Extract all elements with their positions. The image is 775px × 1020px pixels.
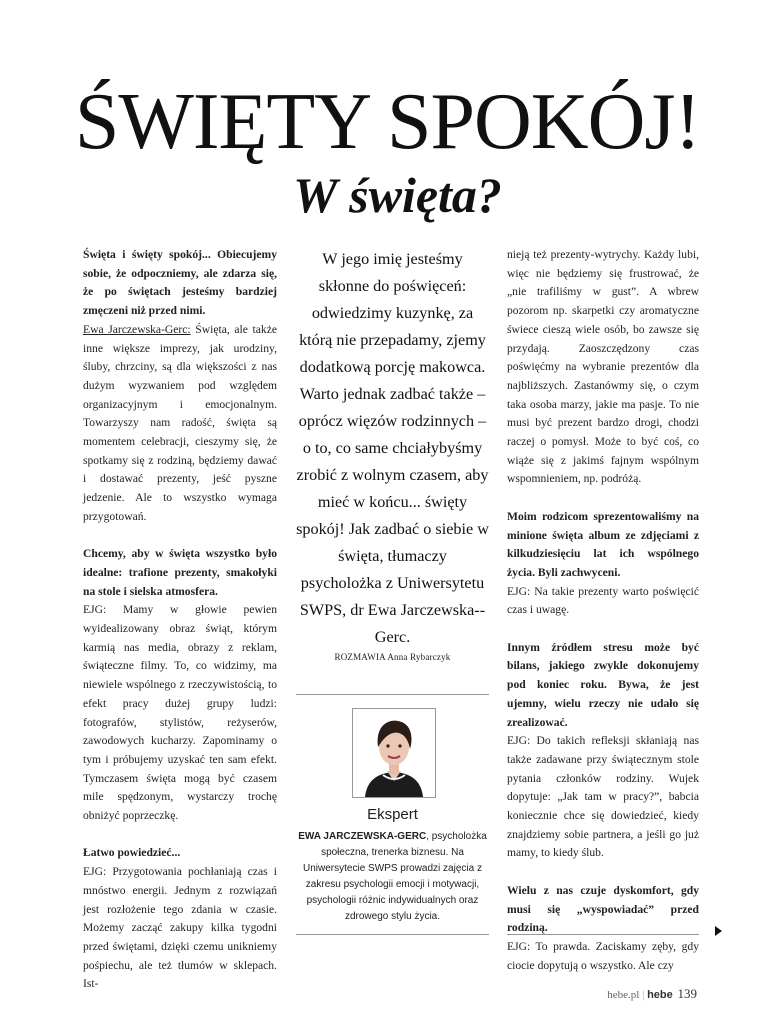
speaker-name: Ewa Jarczewska-Gerc: [83, 322, 191, 336]
answer-paragraph: nieją też prezenty-wytrychy. Każdy lubi, więc nie będziemy się frustrować, że „nie trafiliśmy w gust”. A wbrew pozorom np. skarpetki czy aromatyczne świece cieszą wiele osób, bo zawsze się przydają. Zaoszczędzony czas poświęćmy na wybranie prezentów dla najbliższych. Zastanówmy się, o czym taka osoba marzy, jakie ma pasje. To nie musi być prezent bardzo drogi, chodzi raczej o pomysł. Może to być coś, co wiąże się z jakimś fajnym wspólnym wspomnieniem, np. podróżą. [507, 248, 699, 486]
answer-paragraph: EJG: Na takie prezenty warto poświęcić czas i uwagę. [507, 584, 699, 617]
expert-portrait-icon [353, 709, 435, 797]
answer-paragraph: EJG: Do takich refleksji skłaniają nas także zadawane przy świątecznym stole pytania członków rodziny. Wujek dopytuje: „Jak tam w pracy?”, babcia koniecznie chce się dowiedzieć, kiedy znajdziemy sobie partnera, a jeśli go już mamy, to kiedy ślub. [507, 734, 699, 860]
question-paragraph: Innym źródłem stresu może być bilans, jakiego zwykle dokonujemy pod koniec roku. Bywa, że jest ujemny, wielu rzeczy nie udało się zrealizować. [507, 640, 699, 729]
question-paragraph: Chcemy, aby w święta wszystko było idealne: trafione prezenty, smakołyki na stole i sielska atmosfera. [83, 547, 277, 598]
interviewer-credit: ROZMAWIA Anna Rybarczyk [334, 652, 451, 662]
expert-heading: Ekspert [367, 806, 418, 823]
page-number: 139 [677, 986, 697, 1001]
answer-paragraph: EJG: To prawda. Zaciskamy zęby, gdy ciocie dopytują o wszystko. Ale czy [507, 939, 699, 972]
answer-paragraph: EJG: Przygotowania pochłaniają czas i mnóstwo energii. Jednym z rozwiązań jest rozłożenie tego zdania w czasie. Możemy zacząć zakupy kilka tygodni przed świętami, dzięki czemu unikniemy pośpiechu, ale też tłumów w sklepach. Ist- [83, 865, 277, 991]
right-column [507, 246, 699, 975]
article-subtitle: W święta? [293, 167, 502, 223]
answer-paragraph: EJG: Mamy w głowie pewien wyidealizowany obraz świąt, którym karmią nas media, obrazy z reklam, świąteczne filmy. To, co widzimy, ma niewiele wspólnego z rzeczywistością, to efekt pracy dużej grupy ludzi: fotografów, stylistów, reżyserów, zawodowych kucharzy. Zapominamy o tym i próbujemy uzyskać ten sam efekt. Tymczasem święta mogą być czasem mile spędzonym, wystarczy trochę obniżyć poprzeczkę. [83, 603, 277, 823]
article-title: ŚWIĘTY SPOKÓJ! [74, 78, 701, 166]
divider [507, 934, 699, 935]
left-column [83, 246, 277, 994]
brand-logo: hebe [647, 989, 673, 1001]
expert-name: EWA JARCZEWSKA-GERC [298, 831, 427, 842]
expert-photo [352, 708, 436, 798]
expert-bio: EWA JARCZEWSKA-GERC, psycholożka społeczna, trenerka biznesu. Na Uniwersytecie SWPS prowadzi zajęcia z zakresu psychologii emocji i motywacji, psychologii różnic indywidualnych oraz zdrowego stylu życia. [298, 831, 487, 922]
question-paragraph: Łatwo powiedzieć... [83, 846, 181, 860]
page-footer: hebe.pl | hebe 139 [607, 986, 697, 1001]
continue-arrow-icon [715, 926, 722, 936]
pull-quote: W jego imię jesteśmy skłonne do poświęceń: odwiedzimy kuzynkę, za którą nie przepadamy, zjemy dodatkową porcję makowca. Warto jednak zadbać także – oprócz więzów rodzinnych – o to, co same chciałybyśmy zrobić z wolnym czasem, aby mieć w końcu... święty spokój! Jak zadbać o siebie w święta, tłumaczy psycholożka z Uniwersytetu SWPS, dr Ewa Jarczewska--Gerc. [296, 250, 489, 646]
site-url: hebe.pl [607, 989, 640, 1001]
question-paragraph: Moim rodzicom sprezentowaliśmy na minione święta album ze zdjęciami z kilkudziesięciu lat ich wspólnego życia. Byli zachwyceni. [507, 509, 699, 579]
answer-paragraph: Ewa Jarczewska-Gerc: Święta, ale także inne większe imprezy, jak urodziny, śluby, chrzciny, są dla większości z nas dużym wyzwaniem pod względem organizacyjnym i emocjonalnym. Towarzyszy nam radość, święta są momentem celebracji, cieszymy się, że spotkamy się z rodziną, będziemy dawać i dostawać prezenty, jeść pyszne jedzenie. Ale to wszystko wymaga przygotowań. [83, 322, 277, 523]
divider [296, 934, 489, 935]
question-paragraph: Wielu z nas czuje dyskomfort, gdy musi się „wyspowiadać” przed rodziną. [507, 883, 699, 935]
intro-question: Święta i święty spokój... Obiecujemy sobie, że odpoczniemy, ale zdarza się, że po świętach jesteśmy bardziej zmęczeni niż przed nimi. [83, 248, 277, 318]
divider [296, 694, 489, 695]
